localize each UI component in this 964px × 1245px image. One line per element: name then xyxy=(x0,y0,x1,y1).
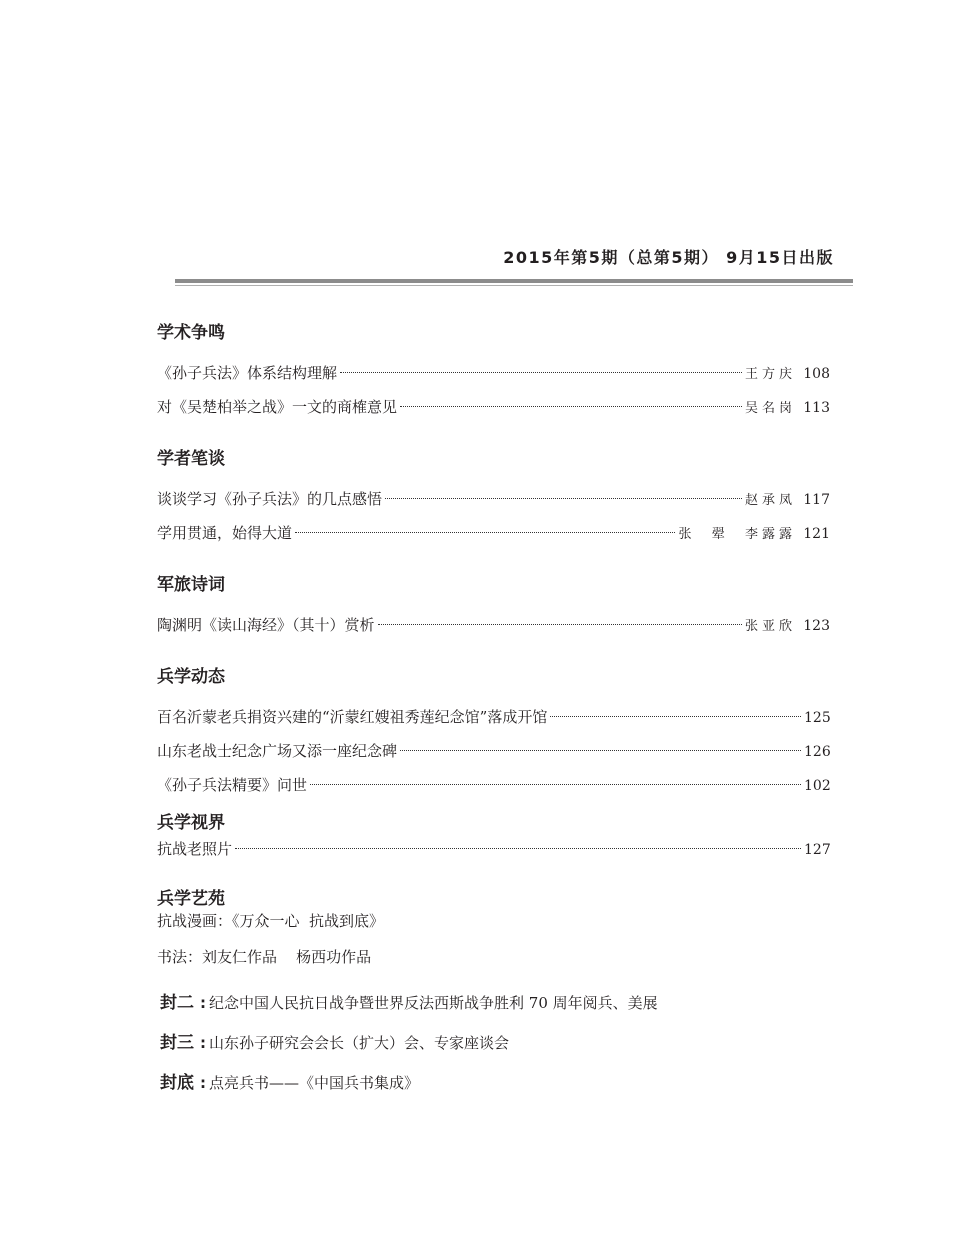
toc-entry[interactable] xyxy=(157,740,830,762)
entry-title: 陶渊明《读山海经》（其十）赏析 xyxy=(157,616,375,634)
entry-page: 121 xyxy=(803,526,830,542)
entry-page: 117 xyxy=(803,492,830,508)
cover-text: 点亮兵书——《中国兵书集成》 xyxy=(209,1074,420,1092)
entry-page: 123 xyxy=(803,618,830,634)
entry-author: 王方庆 xyxy=(744,367,796,382)
dot-leader xyxy=(295,532,675,533)
dot-leader xyxy=(340,372,742,373)
entry-author: 张 翚 李露露 xyxy=(678,527,796,542)
art-item: 书法：刘友仁作品 杨西功作品 xyxy=(157,948,372,966)
section-heading: 兵学视界 xyxy=(157,813,225,833)
section-heading: 学者笔谈 xyxy=(157,449,225,469)
entry-page: 108 xyxy=(803,366,830,382)
toc-entry[interactable] xyxy=(157,488,830,510)
cover-label: 封三 xyxy=(160,1033,194,1053)
section-heading: 兵学动态 xyxy=(157,667,225,687)
cover-entry xyxy=(160,992,658,1014)
cover-text: 山东孙子研究会会长（扩大）会、专家座谈会 xyxy=(209,1034,510,1052)
entry-title: 《孙子兵法精要》问世 xyxy=(157,776,308,794)
entry-page: 126 xyxy=(804,744,831,760)
entry-title: 学用贯通，始得大道 xyxy=(157,524,293,542)
cover-entry xyxy=(160,1072,419,1094)
entry-page: 113 xyxy=(803,400,830,416)
toc-entry[interactable] xyxy=(157,396,830,418)
toc-entry[interactable] xyxy=(157,362,830,384)
entry-title: 山东老战士纪念广场又添一座纪念碑 xyxy=(157,742,398,760)
dot-leader xyxy=(550,716,801,717)
dot-leader xyxy=(385,498,742,499)
entry-page: 125 xyxy=(804,710,831,726)
toc-entry[interactable] xyxy=(157,774,830,796)
dot-leader xyxy=(400,406,742,407)
cover-label: 封二 xyxy=(160,993,194,1013)
toc-entry[interactable] xyxy=(157,614,830,636)
cover-colon: : xyxy=(200,1074,206,1092)
section-heading: 军旅诗词 xyxy=(157,575,225,595)
header-rule-thin xyxy=(175,285,853,286)
toc-entry[interactable] xyxy=(157,706,830,728)
cover-entry xyxy=(160,1032,509,1054)
dot-leader xyxy=(378,624,742,625)
art-item: 抗战漫画：《万众一心 抗战到底》 xyxy=(157,912,385,930)
dot-leader xyxy=(310,784,801,785)
dot-leader xyxy=(235,848,801,849)
entry-page: 102 xyxy=(804,778,831,794)
section-heading: 兵学艺苑 xyxy=(157,889,225,909)
dot-leader xyxy=(400,750,801,751)
toc-entry[interactable] xyxy=(157,838,830,860)
cover-text: 纪念中国人民抗日战争暨世界反法西斯战争胜利 70 周年阅兵、美展 xyxy=(209,994,658,1012)
entry-page: 127 xyxy=(804,842,831,858)
toc-entry[interactable] xyxy=(157,522,830,544)
issue-info: 2015年第5期（总第5期） 9月15日出版 xyxy=(503,248,834,267)
entry-author: 张亚欣 xyxy=(744,619,796,634)
cover-colon: : xyxy=(200,1034,206,1052)
cover-label: 封底 xyxy=(160,1073,194,1093)
entry-title: 百名沂蒙老兵捐资兴建的“沂蒙红嫂祖秀莲纪念馆”落成开馆 xyxy=(157,708,548,726)
entry-author: 赵承凤 xyxy=(744,493,796,508)
entry-title: 《孙子兵法》体系结构理解 xyxy=(157,364,338,382)
entry-title: 对《吴楚柏举之战》一文的商榷意见 xyxy=(157,398,398,416)
entry-title: 抗战老照片 xyxy=(157,840,233,858)
cover-colon: : xyxy=(200,994,206,1012)
header-rule xyxy=(175,279,853,283)
entry-author: 吴名岗 xyxy=(744,401,796,416)
entry-title: 谈谈学习《孙子兵法》的几点感悟 xyxy=(157,490,383,508)
section-heading: 学术争鸣 xyxy=(157,323,225,343)
